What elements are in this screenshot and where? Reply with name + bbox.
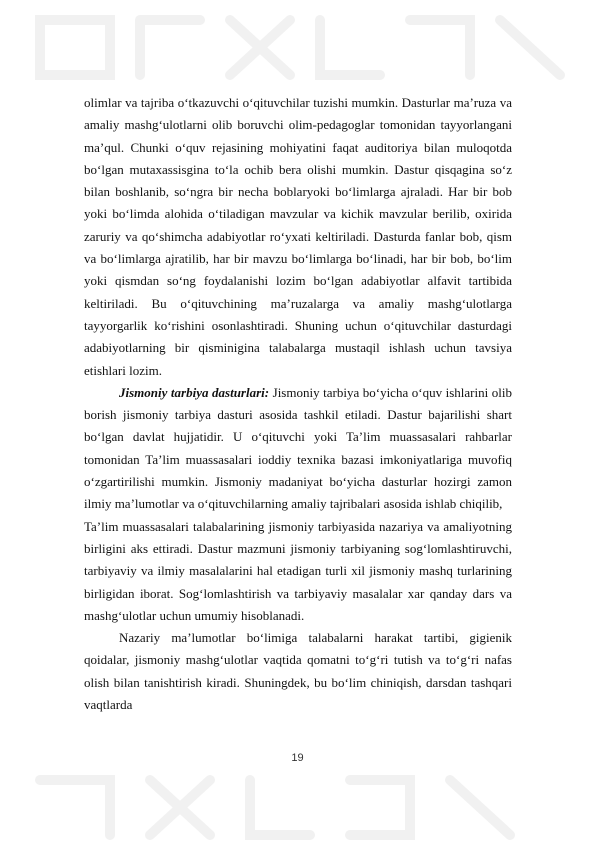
paragraph-2 <box>84 382 512 516</box>
paragraph-2-text: Jismoniy tarbiya bo‘yicha o‘quv ishlarini olib borish jismoniy tarbiya dasturi asosida tashkil etiladi. Dastur bajarilishi shart bo‘lgan davlat hujjatidir. U o‘qituvchi yoki Ta’lim muassasalari rahbarlar tomonidan Ta’lim muassasalari ioddiy texnika bazasi imkoniyatlariga muvofiq o‘zgartirilishi mumkin. Jismoniy madaniyat bo‘yicha dasturlar hozirgi zamon ilmiy ma’lumotlar va o‘qituvchilarning amaliy tajribalari asosida ishlab chiqilib, <box>84 384 512 512</box>
document-body <box>84 92 512 716</box>
paragraph-4-text: Nazariy ma’lumotlar bo‘limiga talabalarni harakat tartibi, gigienik qoidalar, jismoniy mashg‘ulotlar vaqtida qomatni to‘g‘ri tutish va to‘g‘ri nafas olish bilan tanishtirish kiradi. Shuningdek, bu bo‘lim chiniqish, darsdan tashqari vaqtlarda <box>84 630 512 713</box>
paragraph-4 <box>84 627 512 716</box>
paragraph-3-text: Ta’lim muassasalari talabalarining jismoniy tarbiyasida nazariya va amaliyotning birligini aks ettiradi. Dastur mazmuni jismoniy tarbiyaning sog‘lomlashtiruvchi, tarbiyaviy va ilmiy masalalarini hal etadigan turli xil jismoniy mashq turlarining birligidan iborat. Sog‘lomlashtirish va tarbiyaviy masalalar xar qanday dars va mashg‘ulotlar uchun umumiy hisoblanadi. <box>84 518 512 623</box>
paragraph-1-text: olimlar va tajriba o‘tkazuvchi o‘qituvchilar tuzishi mumkin. Dasturlar ma’ruza va amaliy mashg‘ulotlarni olib boruvchi olim-pedagoglar tomonidan tayyorlangani ma’qul. Chunki o‘quv rejasining mohiyatini faqat auditoriya bilan muloqotda bo‘lgan mutaxassisgina to‘la ochib bera olishi mumkin. Dastur qisqagina so‘z bilan boshlanib, so‘ngra bir necha boblaryoki bo‘limlarga ajraladi. Har bir bob yoki bo‘limda alohida o‘tiladigan mavzular va kichik mavzular berilib, oxirida zaruriy va qo‘shimcha adabiyotlar ro‘yxati keltiriladi. Dasturda fanlar bob, qism va bo‘limlarga ajratilib, har bir mavzu bo‘limlarga bo‘linadi, har bir bob, bo‘lim yoki qismdan so‘ng foydalanishi lozim bo‘lgan adabiyotlar alfavit tartibida keltiriladi. Bu o‘qituvchining ma’ruzalarga va amaliy mashg‘ulotlarga tayyorgarlik ko‘rishini osonlashtiradi. Shuning uchun o‘qituvchilar dasturdagi adabiyotlarning bir qisminigina talabalarga mustaqil ishlash uchun tavsiya etishlari lozim. <box>84 95 512 378</box>
paragraph-1 <box>84 92 512 382</box>
paragraph-3 <box>84 516 512 627</box>
paragraph-2-lead: Jismoniy tarbiya dasturlari: <box>119 384 270 400</box>
page-number: 19 <box>291 752 304 764</box>
